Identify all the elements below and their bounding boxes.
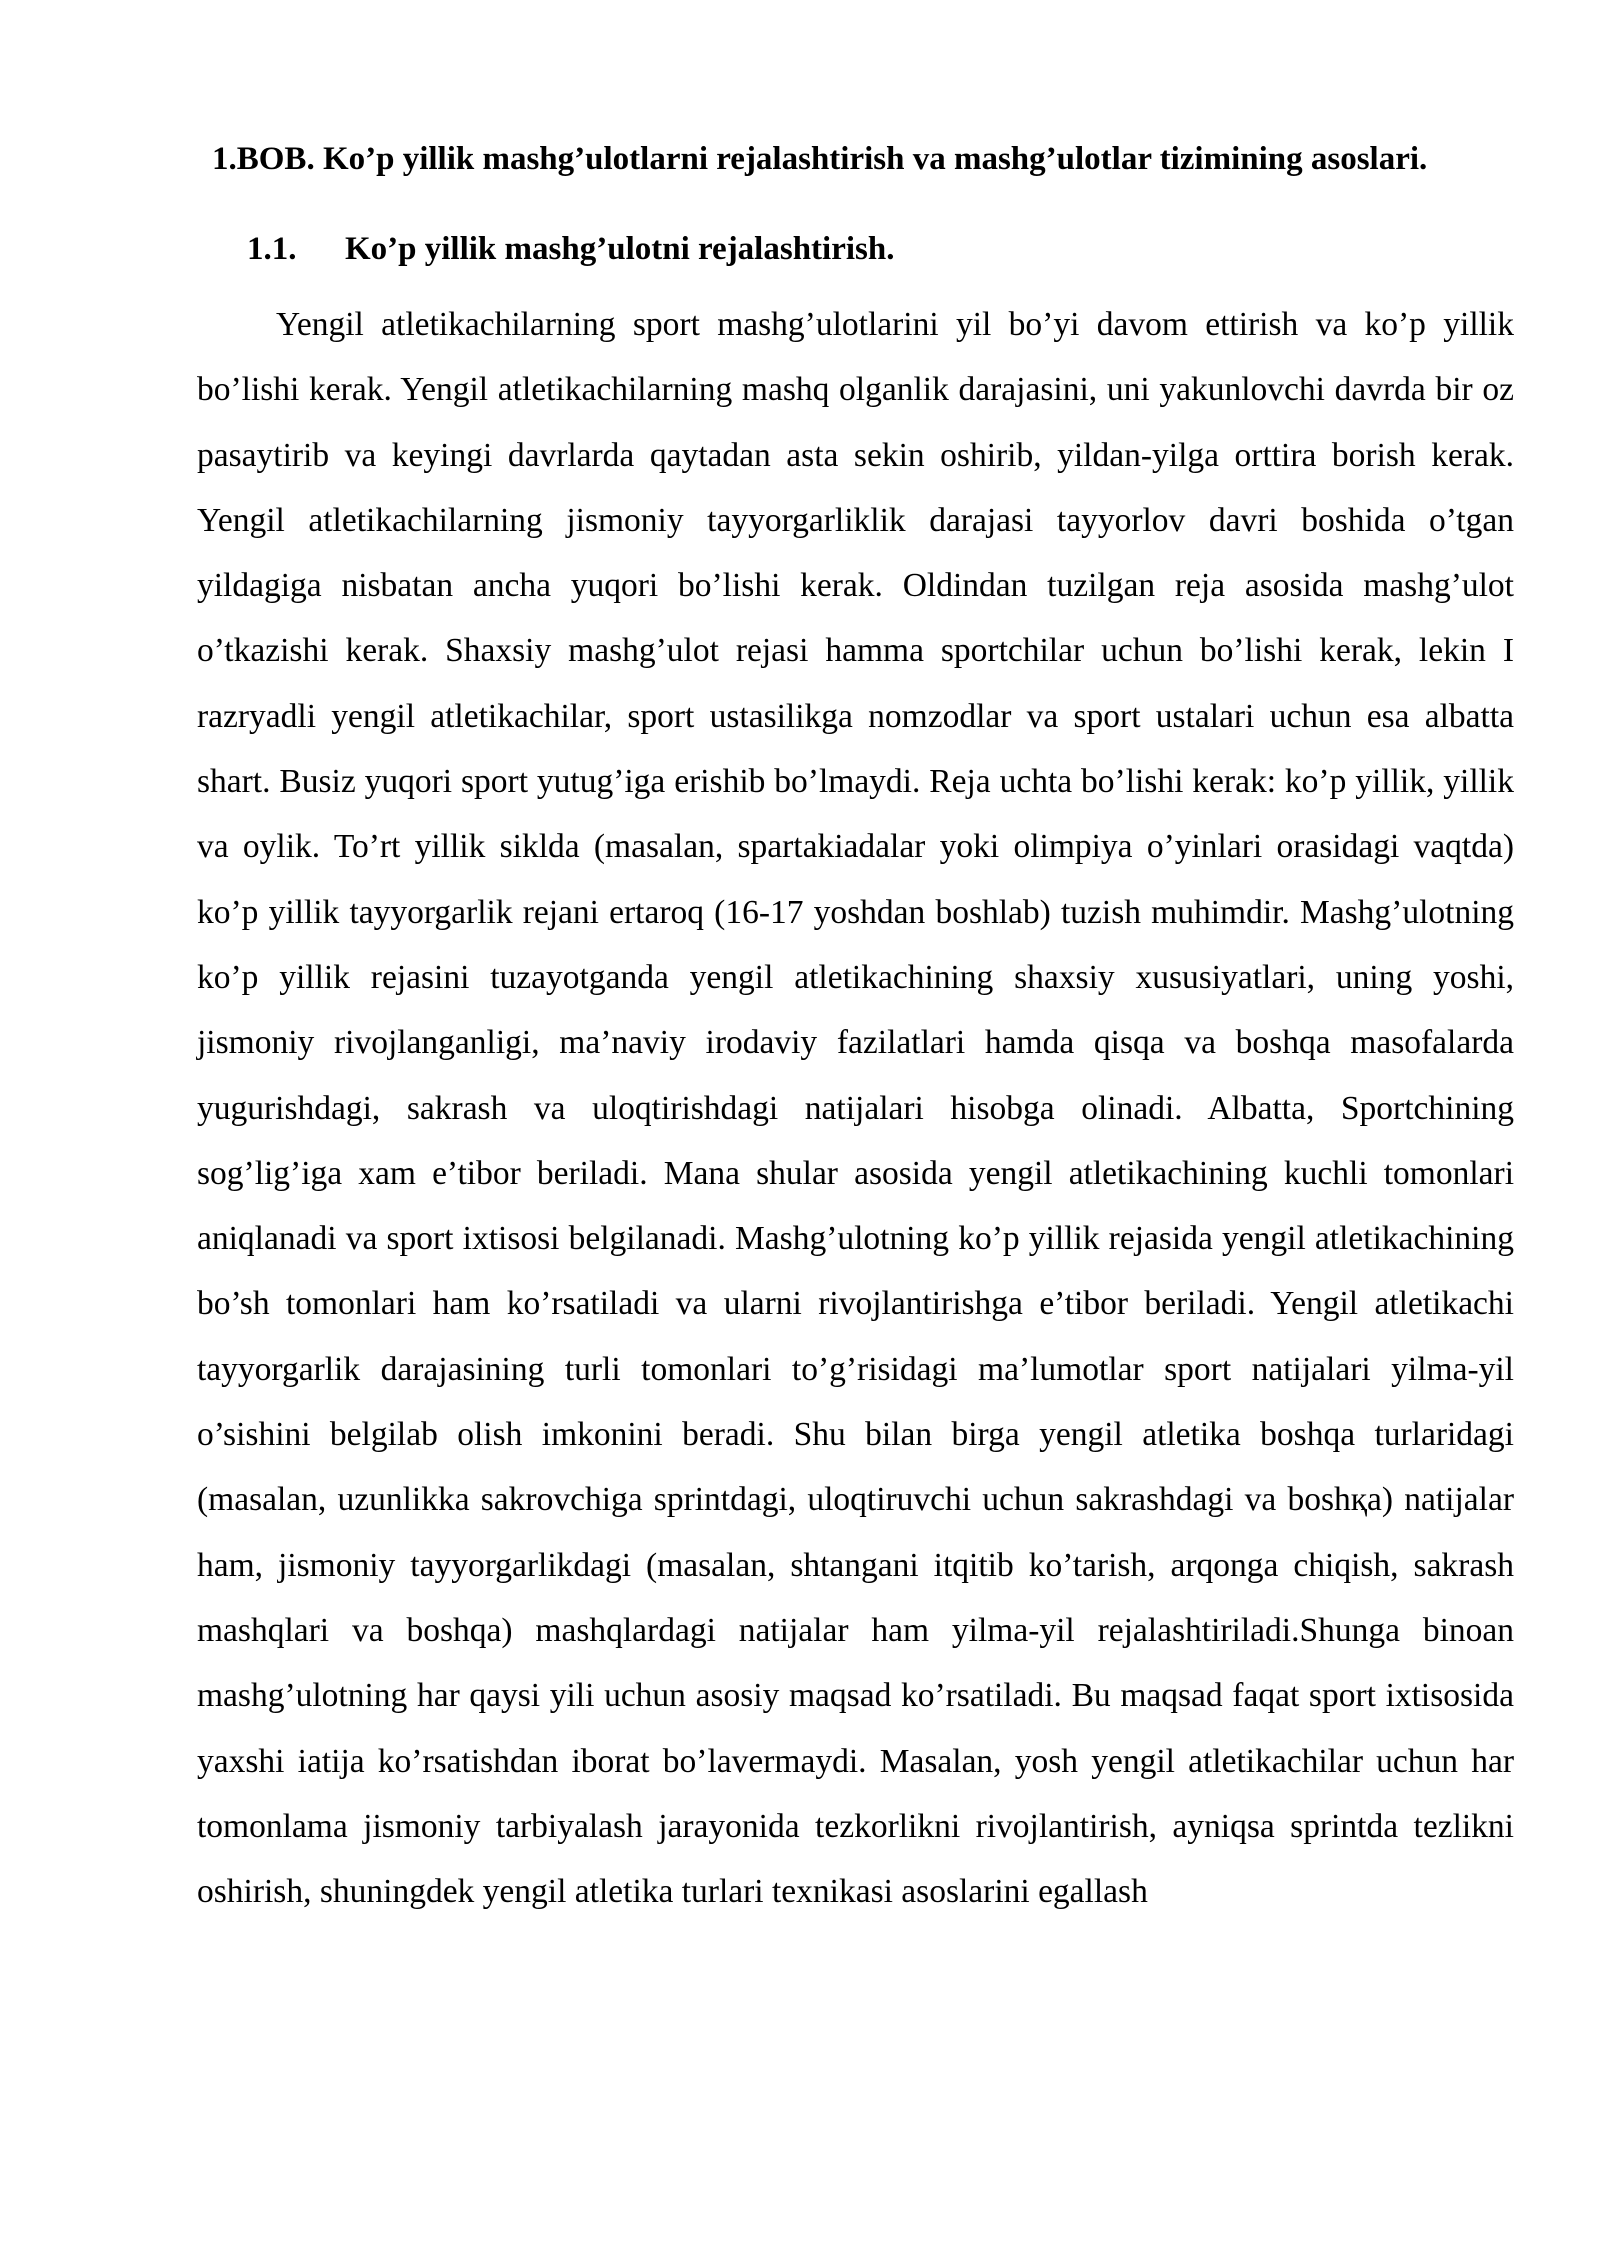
chapter-heading-block [212, 138, 1510, 180]
section-heading [247, 228, 894, 270]
body-paragraph: Yengil atletikachilarning sport mashg’ulotlarini yil bo’yi davom ettirish va ko’p yillik bo’lishi kerak. Yengil atletikachilarning mashq olganlik darajasini, uni yakunlovchi davrda bir oz pasaytirib va keyingi davrlarda qaytadan asta sekin oshirib, yildan-yilga orttira borish kerak. Yengil atletikachilarning jismoniy tayyorgarliklik darajasi tayyorlov davri boshida o’tgan yildagiga nisbatan ancha yuqori bo’lishi kerak. Oldindan tuzilgan reja asosida mashg’ulot o’tkazishi kerak. Shaxsiy mashg’ulot rejasi hamma sportchilar uchun bo’lishi kerak, lekin I razryadli yengil atletikachilar, sport ustasilikga nomzodlar va sport ustalari uchun esa albatta shart. Busiz yuqori sport yutug’iga erishib bo’lmaydi. Reja uchta bo’lishi kerak: ko’p yillik, yillik va oylik. To’rt yillik siklda (masalan, spartakiadalar yoki olimpiya o’yinlari orasidagi vaqtda) ko’p yillik tayyorgarlik rejani ertaroq (16-17 yoshdan boshlab) tuzish muhimdir. Mashg’ulotning ko’p yillik rejasini tuzayotganda yengil atletikachining shaxsiy xususiyatlari, uning yoshi, jismoniy rivojlanganligi, ma’naviy irodaviy fazilatlari hamda qisqa va boshqa masofalarda yugurishdagi, sakrash va uloqtirishdagi natijalari hisobga olinadi. Albatta, Sportchining sog’lig’iga xam e’tibor beriladi. Mana shular asosida yengil atletikachining kuchli tomonlari aniqlanadi va sport ixtisosi belgilanadi. Mashg’ulotning ko’p yillik rejasida yengil atletikachining bo’sh tomonlari ham ko’rsatiladi va ularni rivojlantirishga e’tibor beriladi. Yengil atletikachi tayyorgarlik darajasining turli tomonlari to’g’risidagi ma’lumotlar sport natijalari yilma-yil o’sishini belgilab olish imkonini beradi. Shu bilan birga yengil atletika boshqa turlaridagi (masalan, uzunlikka sakrovchiga sprintdagi, uloqtiruvchi uchun sakrashdagi va boshқa) natijalar ham, jismoniy tayyorgarlikdagi (masalan, shtangani itqitib ko’tarish, arqonga chiqish, sakrash mashqlari va boshqa) mashqlardagi natijalar ham yilma-yil rejalashtiriladi.Shunga binoan mashg’ulotning har qaysi yili uchun asosiy maqsad ko’rsatiladi. Bu maqsad faqat sport ixtisosida yaxshi iatija ko’rsatishdan iborat bo’lavermaydi. Masalan, yosh yengil atletikachilar uchun har tomonlama jismoniy tarbiyalash jarayonida tezkorlikni rivojlantirish, ayniqsa sprintda tezlikni oshirish, shuningdek yengil atletika turlari texnikasi asoslarini egallash [197, 306, 1514, 1911]
section-number: 1.1. [247, 231, 297, 267]
chapter-heading: 1.BOB. Ko’p yillik mashg’ulotlarni rejalashtirish va mashg’ulotlar tizimining asoslari. [212, 141, 1428, 177]
section-title: Ko’p yillik mashg’ulotni rejalashtirish. [345, 231, 895, 267]
